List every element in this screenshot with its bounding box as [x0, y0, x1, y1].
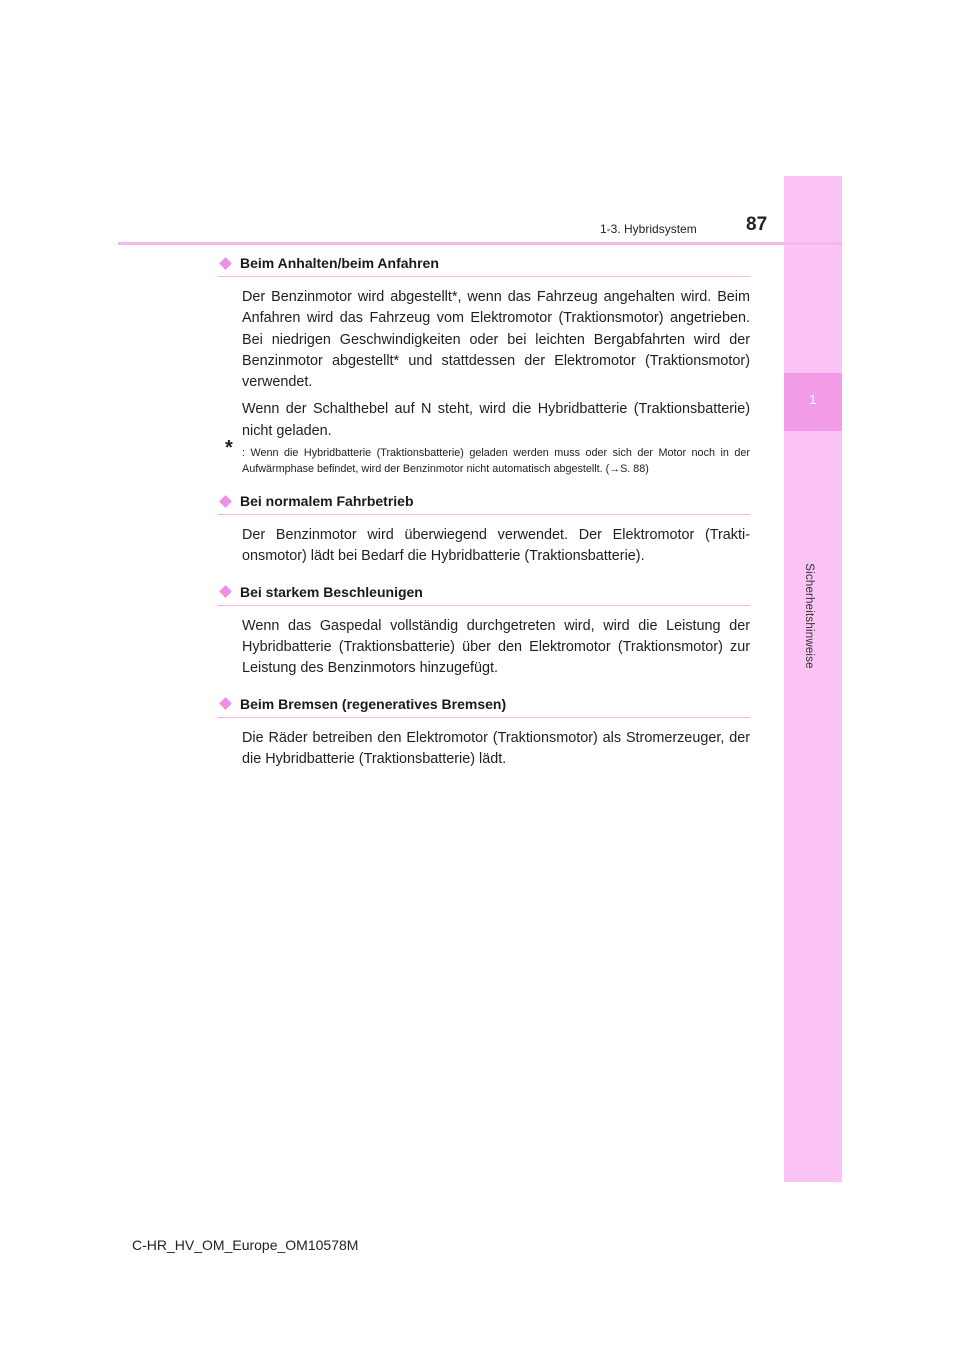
- body-paragraph: Wenn der Schalthebel auf N steht, wird die Hybridbatterie (Traktionsbatterie) nicht geladen.: [242, 401, 750, 439]
- section-heading: [218, 253, 750, 277]
- chapter-number: 1: [809, 392, 817, 407]
- diamond-bullet-icon: [219, 257, 232, 270]
- section-heading-text: Beim Bremsen (regeneratives Bremsen): [240, 695, 507, 712]
- page-number: 87: [746, 214, 768, 235]
- body-paragraph: Der Benzinmotor wird abgestellt*, wenn das Fahrzeug angehalten wird. Beim Anfahren wird das Fahrzeug vom Elektromotor (Traktionsmotor) angetrieben. Bei niedrigen Geschwindigkeiten oder bei leichten Bergabfahrten wird der Benzinmotor abgestellt* und stattdessen der Elektromotor (Traktionsmotor) verwendet.: [242, 289, 750, 391]
- body-paragraph: Die Räder betreiben den Elektromotor (Traktionsmotor) als Stromerzeuger, der die Hybridbatterie (Traktionsbatterie) lädt.: [242, 729, 750, 767]
- section-heading: [218, 694, 750, 718]
- header-section-title: 1-3. Hybridsystem: [600, 222, 697, 236]
- footnote: [225, 437, 750, 477]
- chapter-label: Sicherheitshinweise: [803, 563, 815, 669]
- section-heading-text: Beim Anhalten/beim Anfahren: [240, 255, 439, 271]
- section-heading-text: Bei normalem Fahrbetrieb: [240, 493, 414, 510]
- diamond-bullet-icon: [219, 697, 232, 710]
- diamond-bullet-icon: [219, 495, 232, 508]
- body-paragraph: Der Benzinmotor wird überwiegend verwendet. Der Elektromotor (Traktionsmotor) lädt bei Bedarf die Hybridbatterie (Traktionsbatterie).: [242, 527, 750, 565]
- section-heading-text: Bei starkem Beschleunigen: [240, 583, 423, 600]
- page-content: [218, 253, 750, 770]
- section-heading: [218, 582, 750, 606]
- footnote-text: : Wenn die Hybridbatterie (Traktionsbatterie) geladen werden muss oder sich der Motor noch in der Aufwärmphase befindet, wird der Benzinmotor nicht automatisch abgestellt. (→S. 88): [242, 447, 750, 475]
- footnote-marker: *: [225, 437, 233, 460]
- diamond-bullet-icon: [219, 585, 232, 598]
- section-heading: [218, 491, 750, 515]
- footer-document-code: C-HR_HV_OM_Europe_OM10578M: [132, 1237, 359, 1253]
- body-paragraph: Wenn das Gaspedal vollständig durchgetreten wird, wird die Leistung der Hybridbatterie (Traktionsbatterie) über den Elektromotor (Traktionsmotor) zur Leistung des Benzinmotors hinzugefügt.: [242, 617, 750, 677]
- header-rule: [118, 242, 842, 245]
- chapter-side-tab: [784, 176, 842, 1182]
